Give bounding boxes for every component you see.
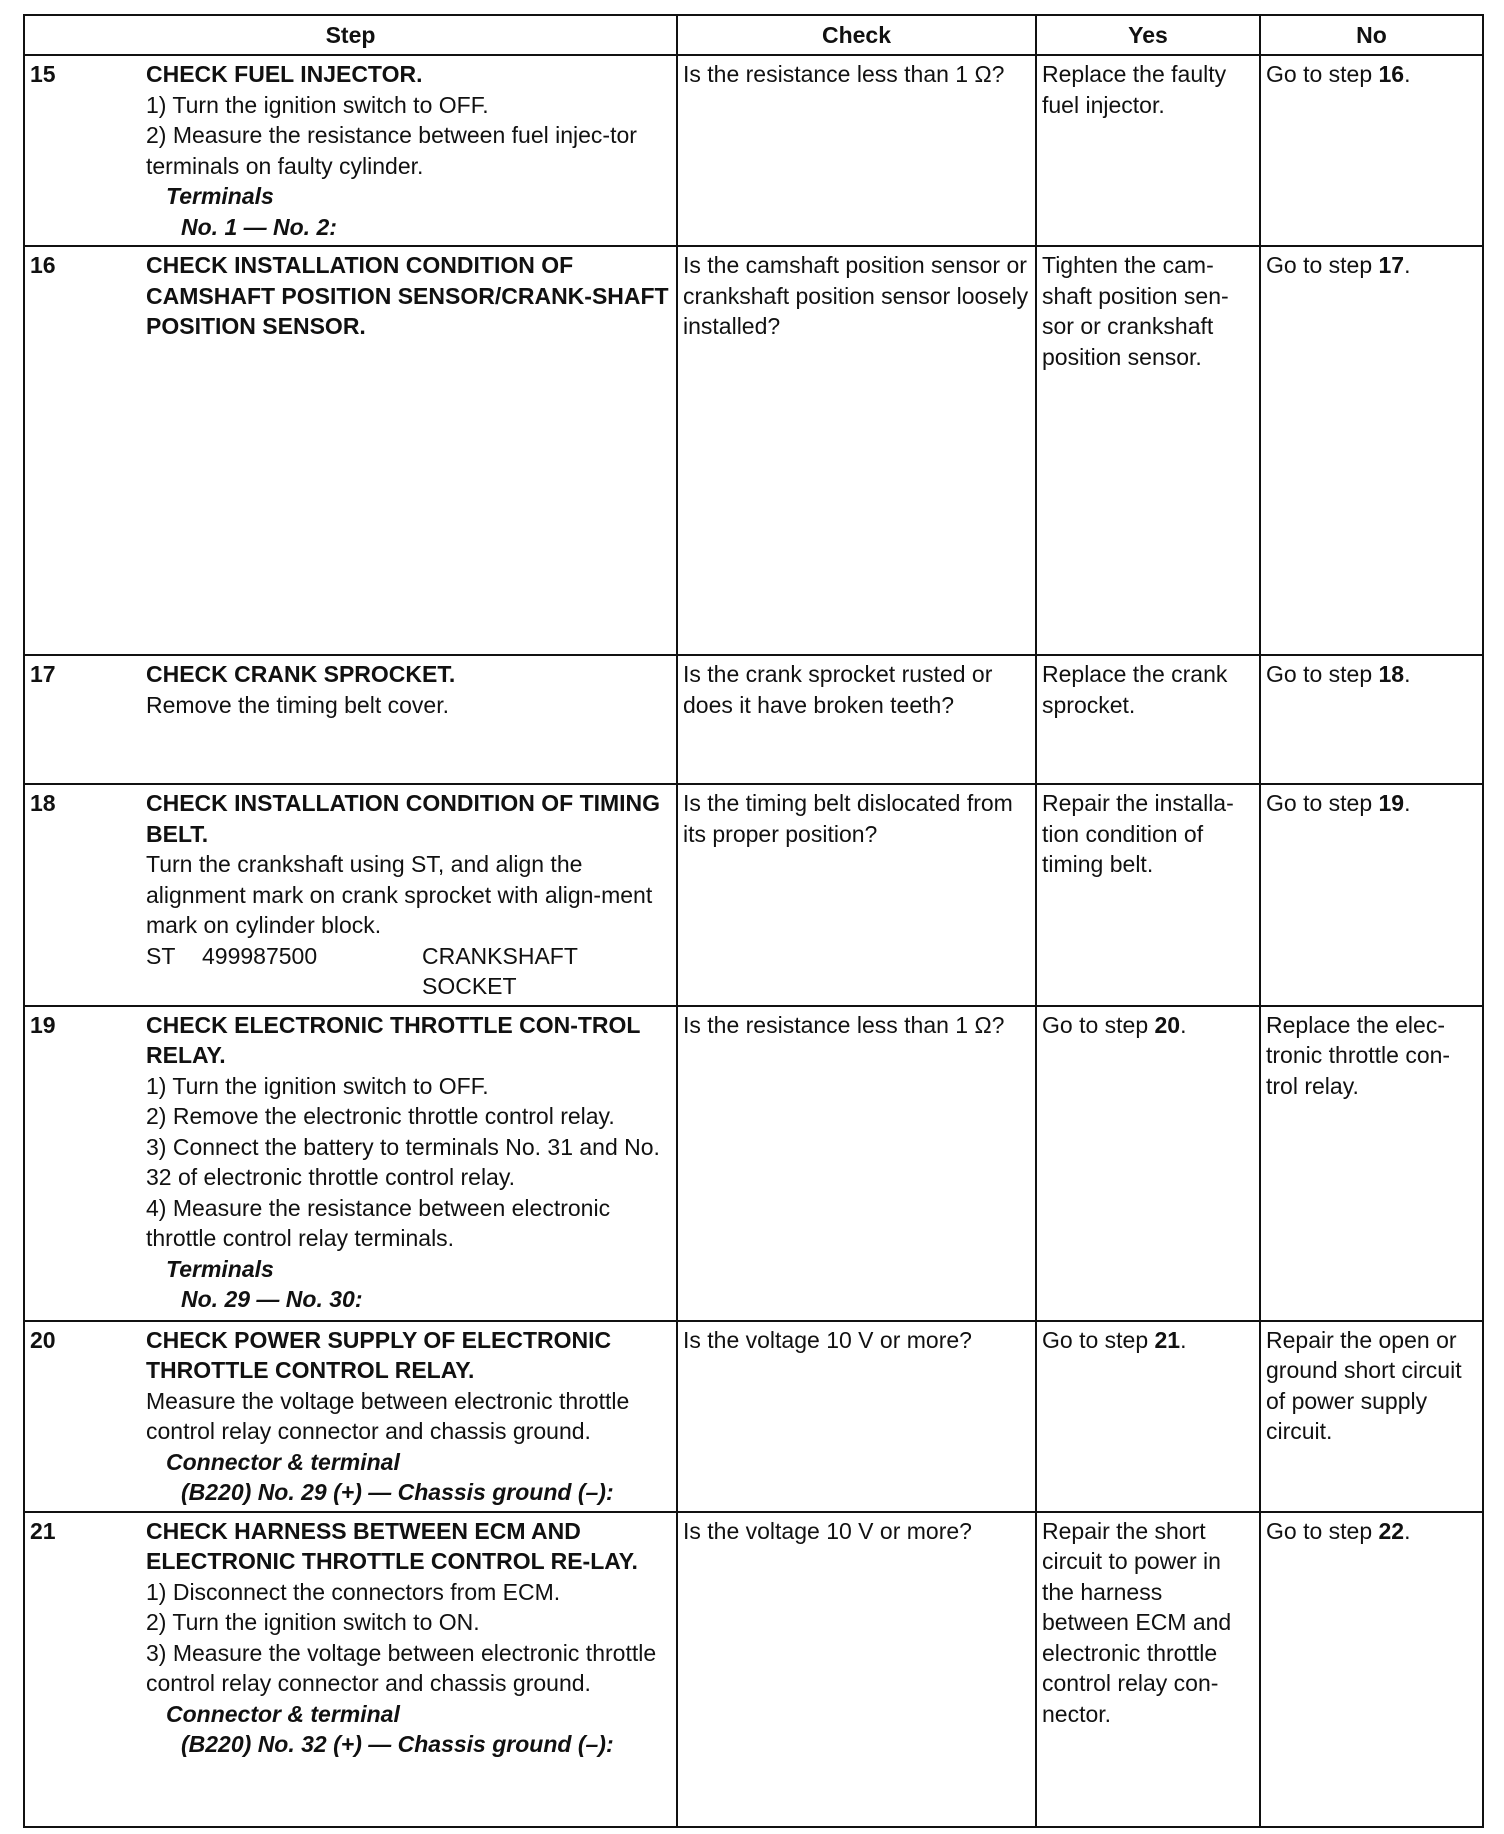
step-number: 17	[30, 661, 56, 687]
check-cell: Is the resistance less than 1 Ω?	[677, 55, 1036, 246]
goto-period: .	[1404, 661, 1411, 687]
step-title: CHECK INSTALLATION CONDITION OF CAMSHAFT POSITION SENSOR/CRANK-SHAFT POSITION SENSOR.	[146, 252, 669, 339]
yes-cell: Replace the faulty fuel injector.	[1036, 55, 1260, 246]
step-number: 18	[30, 790, 56, 816]
goto-text: Go to step	[1266, 252, 1379, 278]
diagnostic-table	[23, 14, 1484, 1828]
goto-period: .	[1404, 790, 1411, 816]
goto-text: Go to step	[1042, 1326, 1155, 1353]
step-instruction: 3) Measure the voltage between electronic throttle control relay connector and chassis ground.	[146, 1639, 657, 1696]
goto-period: .	[1180, 1326, 1187, 1353]
header-step: Step	[24, 15, 677, 55]
step-number: 20	[30, 1326, 56, 1353]
no-cell: Replace the elec-tronic throttle con-trol relay.	[1260, 1006, 1483, 1321]
st-name: CRANKSHAFT SOCKET	[422, 942, 578, 999]
goto-step-link[interactable]: 17	[1378, 252, 1405, 278]
table-row	[24, 246, 1483, 655]
special-tool-line	[146, 941, 671, 1002]
yes-cell: Tighten the cam-shaft position sen-sor or crankshaft position sensor.	[1036, 246, 1260, 655]
goto-step-link[interactable]: 21	[1154, 1326, 1181, 1353]
terminals-value: No. 29 — No. 30:	[181, 1286, 363, 1312]
step-title: CHECK FUEL INJECTOR.	[146, 61, 423, 87]
yes-cell	[1036, 1006, 1260, 1321]
no-cell	[1260, 55, 1483, 246]
goto-period: .	[1404, 252, 1411, 278]
step-number: 19	[30, 1011, 56, 1038]
connector-value: (B220) No. 32 (+) — Chassis ground (–):	[181, 1731, 614, 1757]
terminals-label: Terminals	[166, 1255, 274, 1282]
step-number: 21	[30, 1517, 56, 1544]
step-title: CHECK CRANK SPROCKET.	[146, 661, 456, 687]
step-instruction: 3) Connect the battery to terminals No. 31 and No. 32 of electronic throttle control relay.	[146, 1133, 660, 1190]
step-title: CHECK INSTALLATION CONDITION OF TIMING BELT.	[146, 790, 661, 847]
yes-cell: Repair the installa-tion condition of timing belt.	[1036, 784, 1260, 1006]
step-instruction: 1) Turn the ignition switch to OFF.	[146, 1072, 489, 1099]
check-cell: Is the voltage 10 V or more?	[677, 1321, 1036, 1512]
goto-step-link[interactable]: 22	[1378, 1517, 1405, 1544]
step-title: CHECK HARNESS BETWEEN ECM AND ELECTRONIC THROTTLE CONTROL RE-LAY.	[146, 1517, 638, 1574]
check-cell: Is the voltage 10 V or more?	[677, 1512, 1036, 1827]
step-cell	[24, 246, 677, 655]
table-row	[24, 55, 1483, 246]
goto-period: .	[1404, 61, 1411, 87]
step-instruction: 2) Remove the electronic throttle control relay.	[146, 1103, 615, 1129]
yes-cell	[1036, 1321, 1260, 1512]
header-yes: Yes	[1036, 15, 1260, 55]
step-instruction: Remove the timing belt cover.	[146, 691, 449, 718]
terminals-value: No. 1 — No. 2:	[181, 213, 337, 240]
goto-period: .	[1404, 1517, 1411, 1544]
no-cell: Repair the open or ground short circuit of power supply circuit.	[1260, 1321, 1483, 1512]
header-no: No	[1260, 15, 1483, 55]
goto-step-link[interactable]: 18	[1378, 661, 1405, 687]
table-row	[24, 655, 1483, 784]
table-row	[24, 1512, 1483, 1827]
step-cell	[24, 1321, 677, 1512]
yes-cell: Replace the crank sprocket.	[1036, 655, 1260, 784]
goto-step-link[interactable]: 16	[1378, 61, 1405, 87]
yes-cell: Repair the short circuit to power in the harness between ECM and electronic throttle control relay con-nector.	[1036, 1512, 1260, 1827]
no-cell	[1260, 784, 1483, 1006]
check-cell: Is the crank sprocket rusted or does it have broken teeth?	[677, 655, 1036, 784]
goto-step-link[interactable]: 20	[1154, 1011, 1181, 1038]
step-instruction: 1) Disconnect the connectors from ECM.	[146, 1578, 561, 1605]
step-cell	[24, 55, 677, 246]
step-cell	[24, 655, 677, 784]
terminals-label: Terminals	[166, 183, 274, 209]
step-instruction: Turn the crankshaft using ST, and align the alignment mark on crank sprocket with align-ment mark on cylinder block.	[146, 851, 653, 938]
step-instruction: 4) Measure the resistance between electronic throttle control relay terminals.	[146, 1194, 611, 1251]
step-title: CHECK ELECTRONIC THROTTLE CON-TROL RELAY.	[146, 1011, 641, 1068]
st-label: ST	[146, 942, 176, 969]
table-header-row	[24, 15, 1483, 55]
step-title: CHECK POWER SUPPLY OF ELECTRONIC THROTTLE CONTROL RELAY.	[146, 1326, 612, 1383]
check-cell: Is the camshaft position sensor or crankshaft position sensor loosely installed?	[677, 246, 1036, 655]
goto-period: .	[1180, 1011, 1187, 1038]
no-cell	[1260, 246, 1483, 655]
table-row	[24, 1006, 1483, 1321]
goto-text: Go to step	[1266, 1517, 1379, 1544]
goto-text: Go to step	[1266, 661, 1379, 687]
step-cell	[24, 784, 677, 1006]
step-cell	[24, 1512, 677, 1827]
goto-text: Go to step	[1266, 61, 1379, 87]
step-instruction: 2) Turn the ignition switch to ON.	[146, 1609, 480, 1635]
step-number: 16	[30, 252, 56, 278]
table-row	[24, 1321, 1483, 1512]
connector-value: (B220) No. 29 (+) — Chassis ground (–):	[181, 1479, 614, 1505]
step-instruction: 1) Turn the ignition switch to OFF.	[146, 91, 489, 118]
check-cell: Is the resistance less than 1 Ω?	[677, 1006, 1036, 1321]
goto-step-link[interactable]: 19	[1378, 790, 1405, 816]
step-instruction: Measure the voltage between electronic throttle control relay connector and chassis ground.	[146, 1387, 630, 1444]
step-instruction: 2) Measure the resistance between fuel injec-tor terminals on faulty cylinder.	[146, 122, 637, 179]
connector-label: Connector & terminal	[166, 1700, 400, 1727]
goto-text: Go to step	[1266, 790, 1379, 816]
table-row	[24, 784, 1483, 1006]
header-check: Check	[677, 15, 1036, 55]
step-cell	[24, 1006, 677, 1321]
connector-label: Connector & terminal	[166, 1448, 400, 1475]
no-cell	[1260, 655, 1483, 784]
check-cell: Is the timing belt dislocated from its proper position?	[677, 784, 1036, 1006]
no-cell	[1260, 1512, 1483, 1827]
step-number: 15	[30, 61, 56, 87]
st-number: 499987500	[202, 942, 318, 969]
goto-text: Go to step	[1042, 1011, 1155, 1038]
